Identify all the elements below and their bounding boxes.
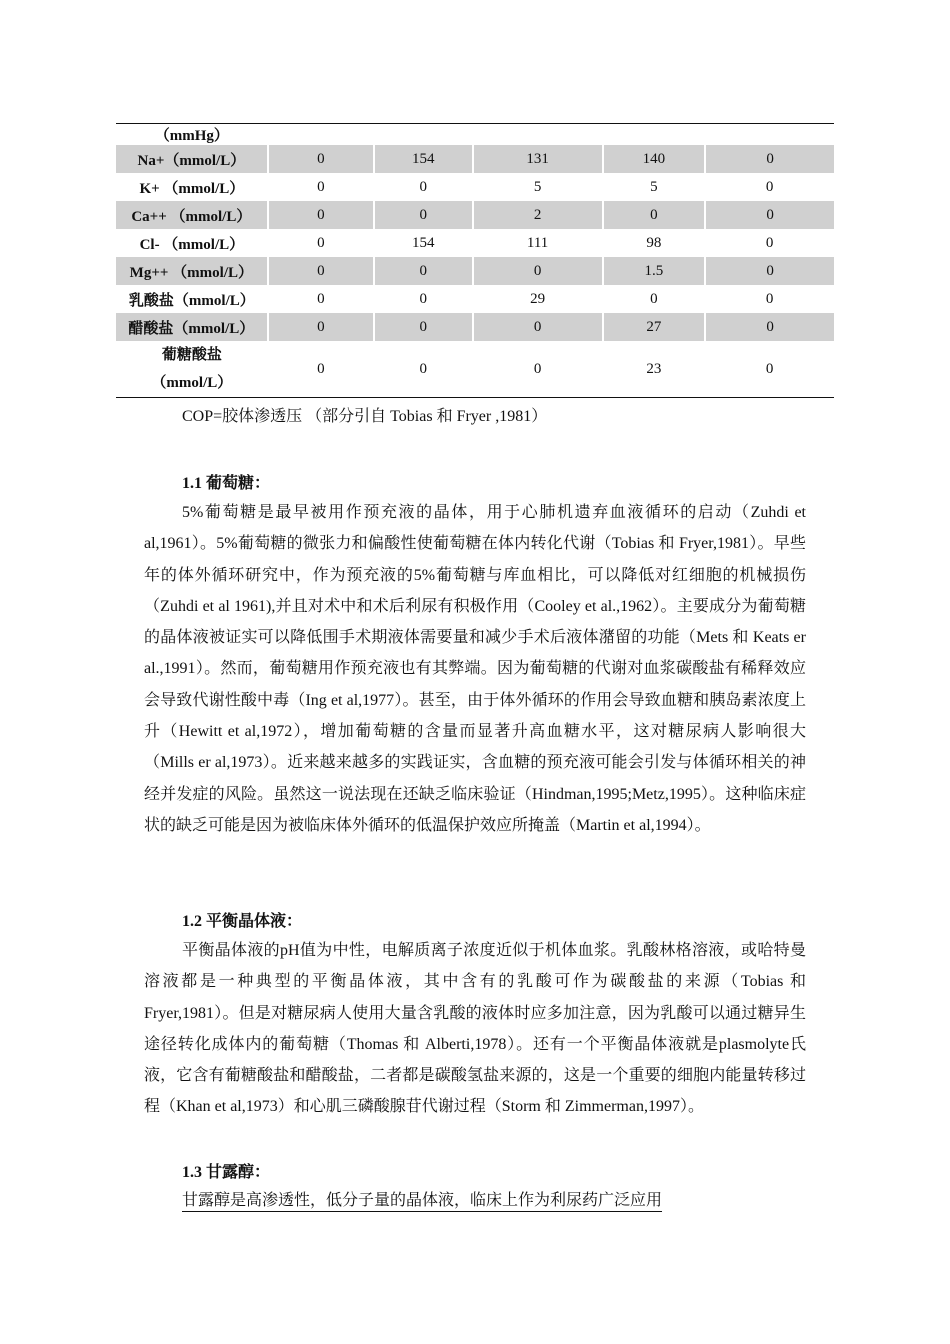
table-cell: 0 [268,201,374,229]
table-cell: 0 [473,313,603,341]
table-caption: COP=胶体渗透压 （部分引自 Tobias 和 Fryer ,1981） [182,408,548,425]
table-cell: 0 [473,341,603,398]
table-cell: 0 [317,178,325,195]
table-cell: 0 [765,234,774,251]
table-cell: 5 [533,178,542,195]
table-cell: 131 [473,145,603,173]
table-row [116,285,834,313]
table-row [116,201,834,229]
section-paragraph-glucose: 5%葡萄糖是最早被用作预充液的晶体，用于心肺机遗弃血液循环的启动（Zuhdi et al,1961）。5%葡萄糖的微张力和偏酸性使葡萄糖在体内转化代谢（Tobias 和 Fryer,1981）。早些年的体外循环研究中，作为预充液的5%葡萄糖与库血相比，可以降低对红细胞的机械损伤（Zuhdi et al 1961),并且对术中和术后利尿有积极作用（Cooley et al.,1962）。主要成分为葡萄糖的晶体液被证实可以降低围手术期液体需要量和减少手术后液体潴留的功能（Mets 和 Keats er al.,1991）。然而，葡萄糖用作预充液也有其弊端。因为葡萄糖的代谢对血浆碳酸盐有稀释效应会导致代谢性酸中毒（Ing et al,1977）。甚至，由于体外循环的作用会导致血糖和胰岛素浓度上升（Hewitt et al,1972），增加葡萄糖的含量而显著升高血糖水平，这对糖尿病人影响很大（Mills er al,1973）。近来越来越多的实践证实，含血糖的预充液可能会引发与体循环相关的神经并发症的风险。虽然这一说法现在还缺乏临床验证（Hindman,1995;Metz,1995）。这种临床症状的缺乏可能是因为被临床体外循环的低温保护效应所掩盖（Martin et al,1994）。 [144,504,806,834]
table-row [116,145,834,173]
table-cell: 0 [705,145,834,173]
table-cell: 0 [705,313,834,341]
row-label: （mmHg） [116,124,268,146]
section-paragraph-mannitol: 甘露醇是高渗透性，低分子量的晶体液，临床上作为利尿药广泛应用 [182,1192,663,1209]
row-label: Cl- （mmol/L） [139,236,245,253]
table-cell: 0 [419,290,427,307]
table-cell: 111 [526,234,549,251]
electrolyte-table [116,123,834,398]
table-cell: 0 [268,257,374,285]
table-cell: 0 [374,257,473,285]
row-label-line: （mmol/L） [151,375,233,391]
table-cell: 0 [603,201,706,229]
row-label: Mg++ （mmol/L） [116,257,268,285]
table-cell: 98 [646,234,662,251]
table-cell: 0 [317,290,325,307]
row-label: 乳酸盐（mmol/L） [128,292,255,309]
table-row [116,257,834,285]
table-cell: 0 [473,257,603,285]
table-cell: 0 [419,178,427,195]
section-heading-mannitol: 1.3 甘露醇： [182,1164,271,1181]
table-cell: 0 [765,178,774,195]
table-row [116,173,834,201]
table-cell: 2 [473,201,603,229]
table-cell: 154 [374,145,473,173]
row-label: Ca++ （mmol/L） [116,201,268,229]
table-cell: 0 [650,290,658,307]
row-label: 醋酸盐（mmol/L） [116,313,268,341]
table-row [116,341,834,398]
table-cell: 0 [705,257,834,285]
table-cell: 0 [765,290,774,307]
table-cell: 0 [705,341,834,398]
table-cell: 0 [374,313,473,341]
table-cell: 0 [317,234,325,251]
table-cell: 0 [374,341,473,398]
table-cell: 154 [411,234,435,251]
table-cell: 140 [603,145,706,173]
table-cell: 0 [705,201,834,229]
table-cell: 0 [268,313,374,341]
table-row [116,124,834,146]
section-heading-glucose: 1.1 葡萄糖： [182,475,271,492]
table-cell: 29 [530,290,546,307]
row-label: K+ （mmol/L） [139,180,245,197]
row-label: Na+（mmol/L） [116,145,268,173]
table-cell: 5 [650,178,658,195]
table-cell: 23 [603,341,706,398]
table-cell: 27 [603,313,706,341]
table-cell: 0 [374,201,473,229]
table-cell: 1.5 [603,257,706,285]
table-row [116,229,834,257]
table-cell: 0 [268,341,374,398]
table-cell: 0 [268,145,374,173]
section-heading-balanced-crystalloid: 1.2 平衡晶体液： [182,913,303,930]
row-label-line: 葡糖酸盐 [161,347,222,363]
section-paragraph-balanced-crystalloid: 平衡晶体液的pH值为中性，电解质离子浓度近似于机体血浆。乳酸林格溶液，或哈特曼溶液都是一种典型的平衡晶体液，其中含有的乳酸可作为碳酸盐的来源（Tobias 和 Fryer,1981）。但是对糖尿病人使用大量含乳酸的液体时应多加注意，因为乳酸可以通过糖异生途径转化成体内的葡萄糖（Thomas 和 Alberti,1978）。还有一个平衡晶体液就是plasmolyte氏液，它含有葡糖酸盐和醋酸盐，二者都是碳酸氢盐来源的，这是一个重要的细胞内能量转移过程（Khan et al,1973）和心肌三磷酸腺苷代谢过程（Storm 和 Zimmerman,1997）。 [144,942,806,1116]
row-label [116,341,268,398]
table-row [116,313,834,341]
